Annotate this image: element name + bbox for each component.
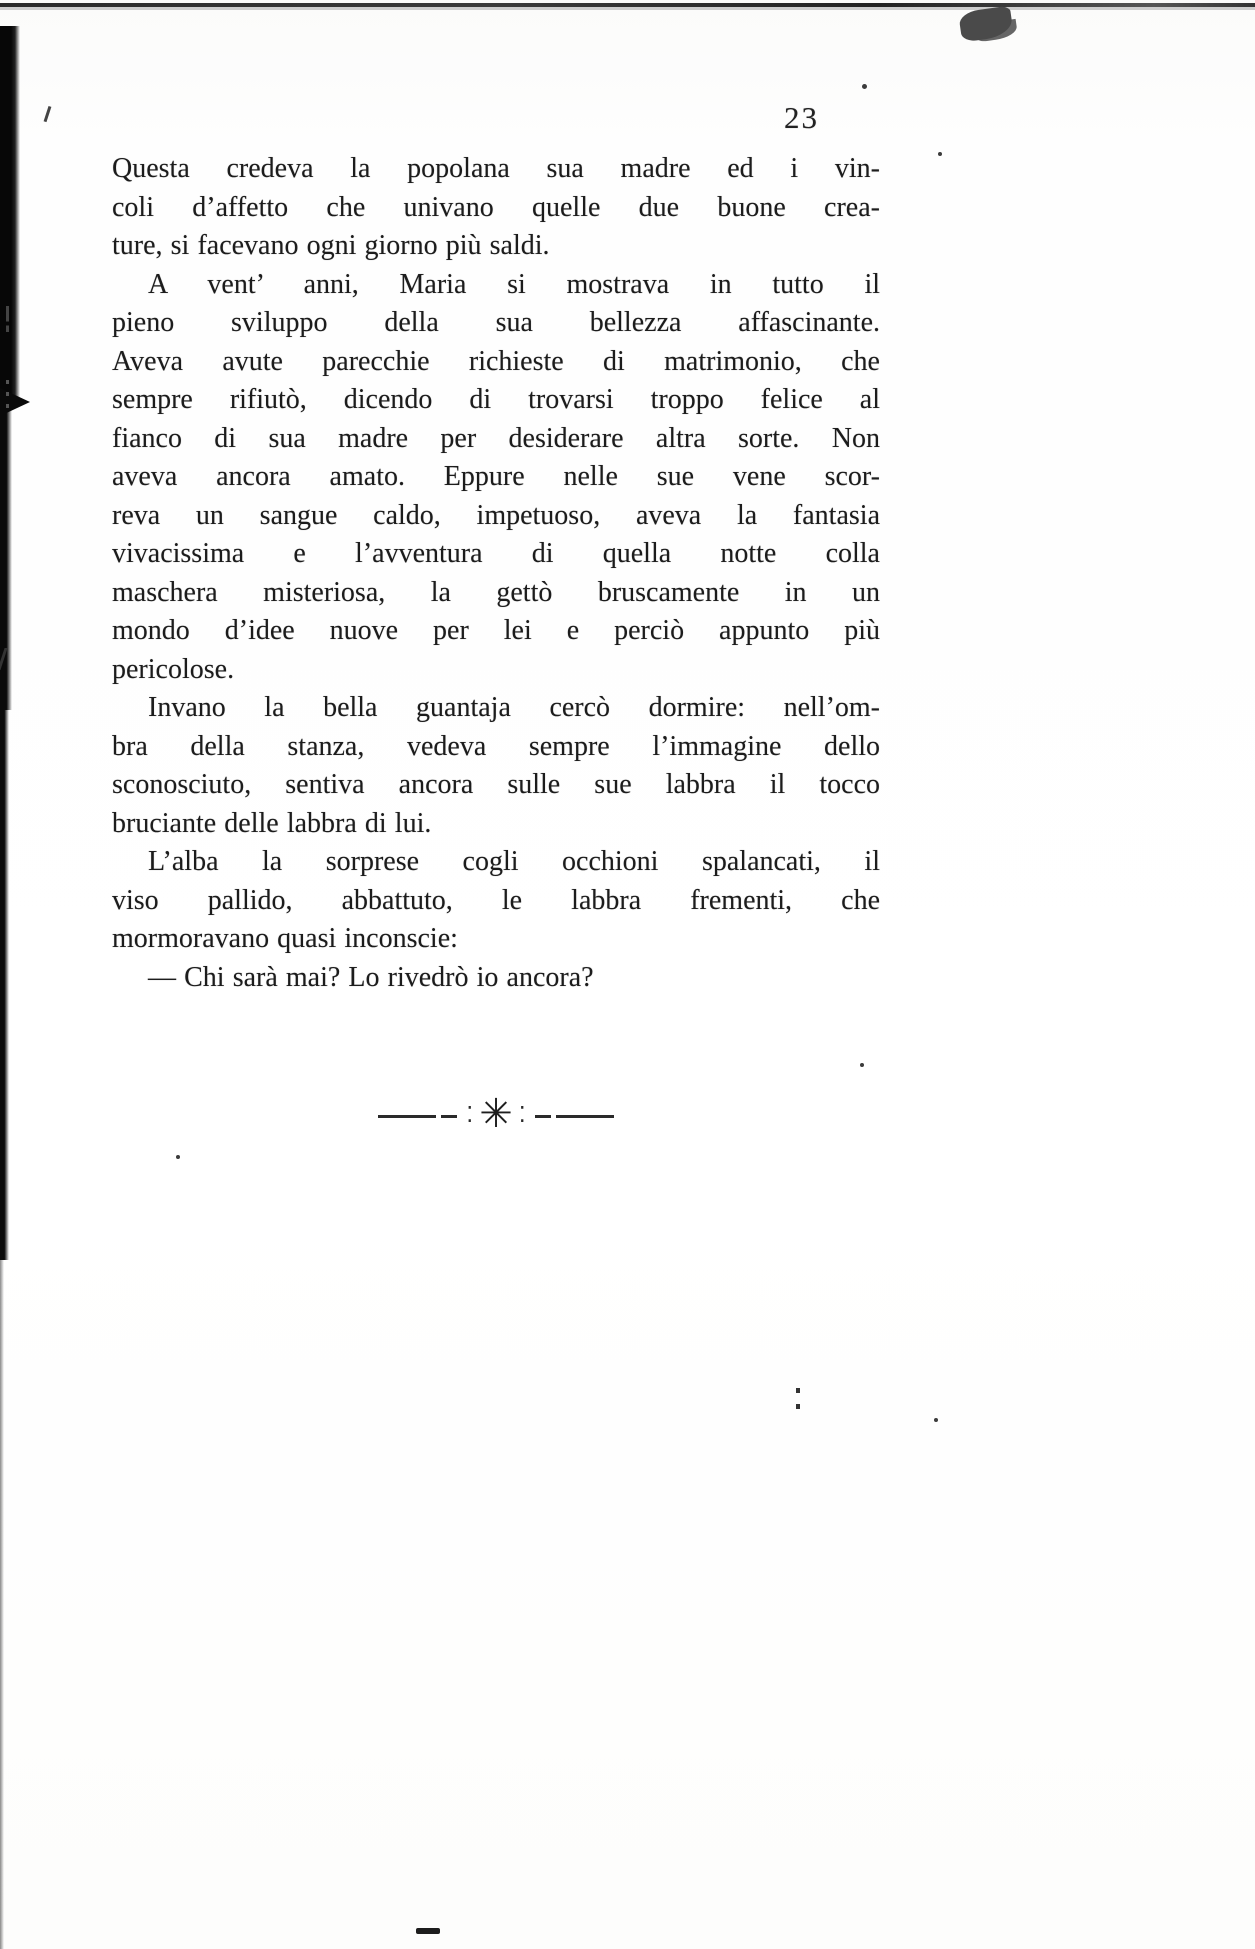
text-line: Invano la bella guantaja cercò dormire: nell’om- xyxy=(148,692,880,723)
text-line: pericolose. xyxy=(112,653,235,685)
page-number: 23 xyxy=(784,100,819,135)
ornament-flourish-right: ⁚ xyxy=(518,1102,526,1127)
star-ornament-icon: ✳ xyxy=(479,1091,513,1136)
scan-speck-artifact xyxy=(938,152,942,156)
ornament-dash xyxy=(535,1115,551,1118)
scan-speck-artifact xyxy=(860,1063,864,1067)
ornament-line xyxy=(378,1115,436,1118)
ornament-dash xyxy=(441,1115,457,1118)
text-line: Aveva avute parecchie richieste di matrimonio, che xyxy=(112,345,880,377)
text-line: — Chi sarà mai? Lo rivedrò io ancora? xyxy=(148,961,594,993)
scan-speck-artifact xyxy=(934,1418,938,1422)
scan-speck-artifact xyxy=(416,1928,440,1934)
scan-left-edge-artifact xyxy=(0,1260,4,1949)
text-line: vivacissima e l’avventura di quella notte colla xyxy=(112,538,880,569)
text-block xyxy=(112,150,880,997)
text-line: viso pallido, abbattuto, le labbra frementi, che xyxy=(112,884,880,916)
text-line: fianco di sua madre per desiderare altra sorte. Non xyxy=(112,422,880,454)
scan-speck-artifact xyxy=(796,1388,800,1410)
scan-speck-artifact xyxy=(862,84,867,89)
scan-speck-artifact xyxy=(176,1155,180,1159)
scan-left-edge-artifact xyxy=(0,710,9,1260)
scan-speck-artifact xyxy=(6,380,9,410)
text-line: bra della stanza, vedeva sempre l’immagine dello xyxy=(112,730,880,762)
text-line: ture, si facevano ogni giorno più saldi. xyxy=(112,230,550,261)
text-line: sempre rifiutò, dicendo di trovarsi troppo felice al xyxy=(112,384,880,415)
ornament-flourish-left: ⁚ xyxy=(466,1102,474,1127)
text-line: aveva ancora amato. Eppure nelle sue vene scor- xyxy=(112,461,880,492)
ornament-line xyxy=(556,1115,614,1118)
text-line: bruciante delle labbra di lui. xyxy=(112,807,432,839)
scan-speck-artifact xyxy=(44,106,51,122)
scan-top-edge-shadow xyxy=(0,7,1255,10)
text-line: Questa credeva la popolana sua madre ed i vin- xyxy=(112,153,880,184)
scan-corner-smudge-artifact xyxy=(958,6,1014,43)
text-line: maschera misteriosa, la gettò bruscamente in un xyxy=(112,576,880,608)
text-line: sconosciuto, sentiva ancora sulle sue labbra il tocco xyxy=(112,769,880,800)
text-line: mondo d’idee nuove per lei e perciò appunto più xyxy=(112,615,880,646)
scan-speck-artifact xyxy=(6,306,9,332)
text-line: L’alba la sorprese cogli occhioni spalancati, il xyxy=(148,846,880,877)
text-line: A vent’ anni, Maria si mostrava in tutto il xyxy=(148,268,880,300)
section-divider-ornament xyxy=(112,1091,880,1136)
text-line: pieno sviluppo della sua bellezza affascinante. xyxy=(112,307,880,338)
scan-speck-artifact xyxy=(0,648,18,670)
scan-left-edge-artifact xyxy=(0,26,20,404)
text-line: reva un sangue caldo, impetuoso, aveva la fantasia xyxy=(112,499,880,531)
text-line: coli d’affetto che univano quelle due buone crea- xyxy=(112,191,880,223)
text-line: mormoravano quasi inconscie: xyxy=(112,923,458,954)
